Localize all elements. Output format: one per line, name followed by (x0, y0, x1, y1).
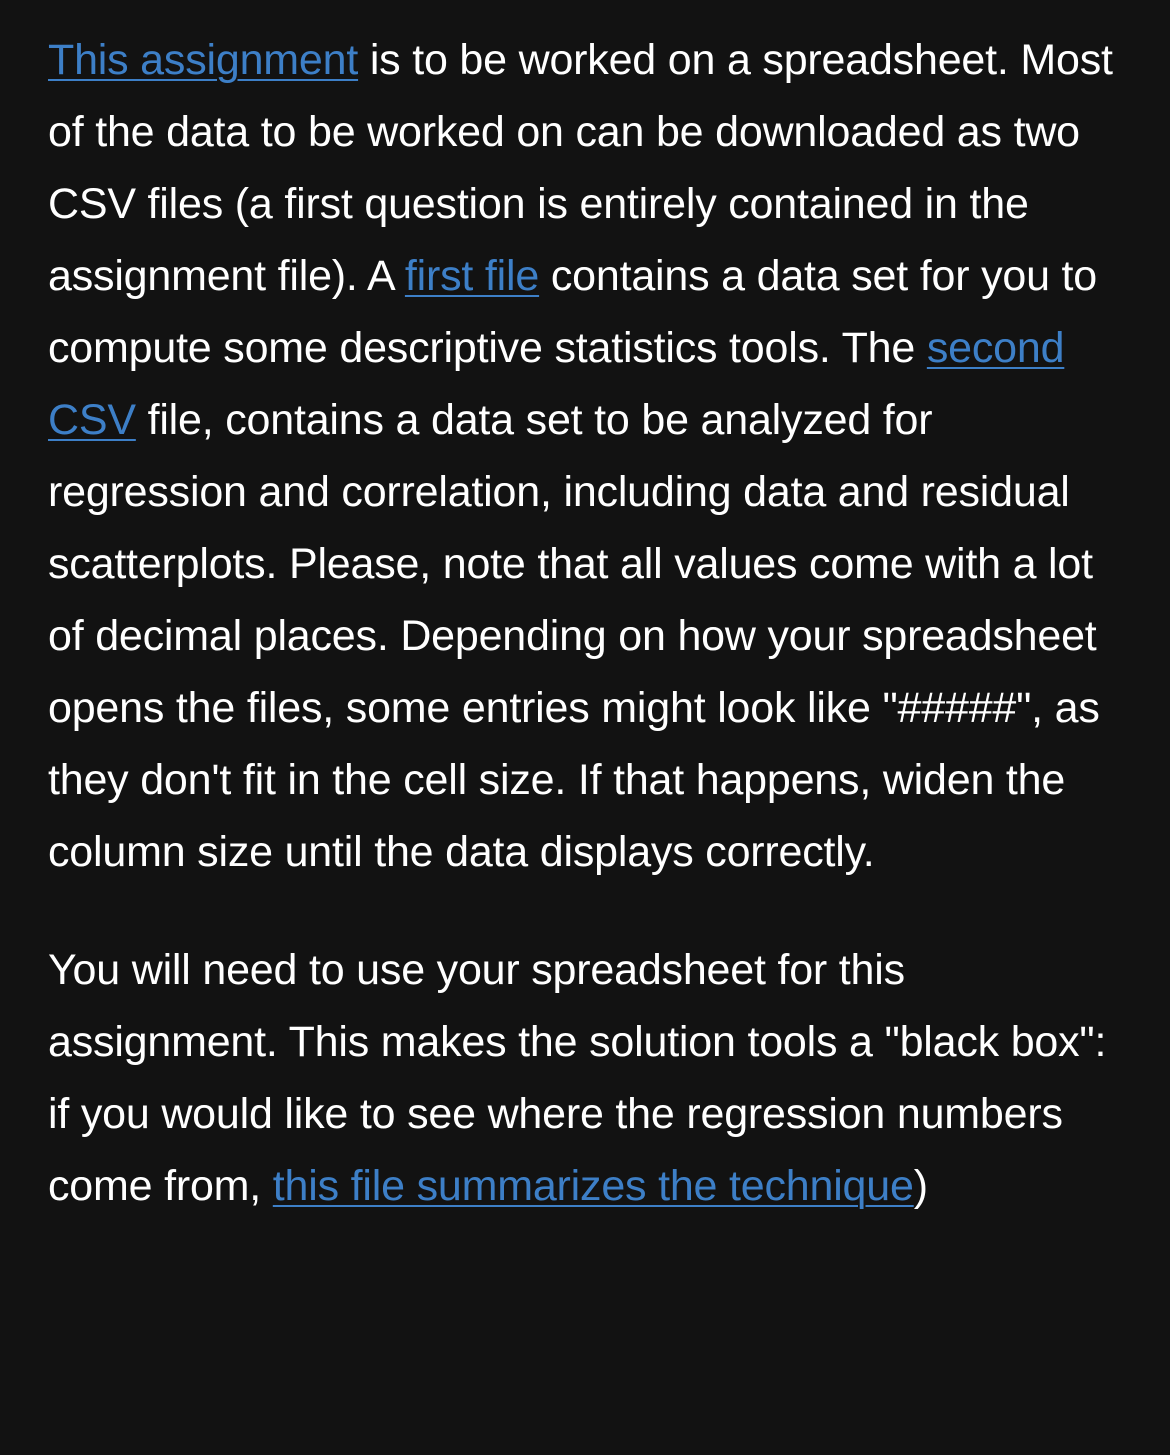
first-file-link[interactable]: first file (404, 252, 540, 300)
intro-text-3: file, contains a data set to be analyzed for regression and correlation, including data and residual scatterplots. Please, note that all values come with a lot of decimal places. Depending on how your spreadsheet opens the files, some entries might look like "#####", as they don't fit in the cell size. If that happens, widen the column size until the data displays correctly. (48, 396, 1100, 876)
second-csv-link[interactable]: second CSV (48, 324, 1065, 444)
paragraph-spreadsheet-note (48, 934, 1122, 1222)
intro-text-1: is to be worked on a spreadsheet. Most of the data to be worked on can be downloaded as two CSV files (a first question is entirely contained in the assignment file). A (48, 36, 1113, 300)
note-text-2: ) (913, 1162, 928, 1210)
technique-summary-link[interactable]: this file summarizes the technique (272, 1162, 914, 1210)
note-text-1: You will need to use your spreadsheet for this assignment. This makes the solution tools a "black box": if you would like to see where the regression numbers come from, (48, 946, 1107, 1210)
intro-text-2: contains a data set for you to compute some descriptive statistics tools. The (48, 252, 1098, 372)
assignment-link[interactable]: This assignment (48, 36, 359, 84)
paragraph-assignment-intro (48, 24, 1122, 888)
